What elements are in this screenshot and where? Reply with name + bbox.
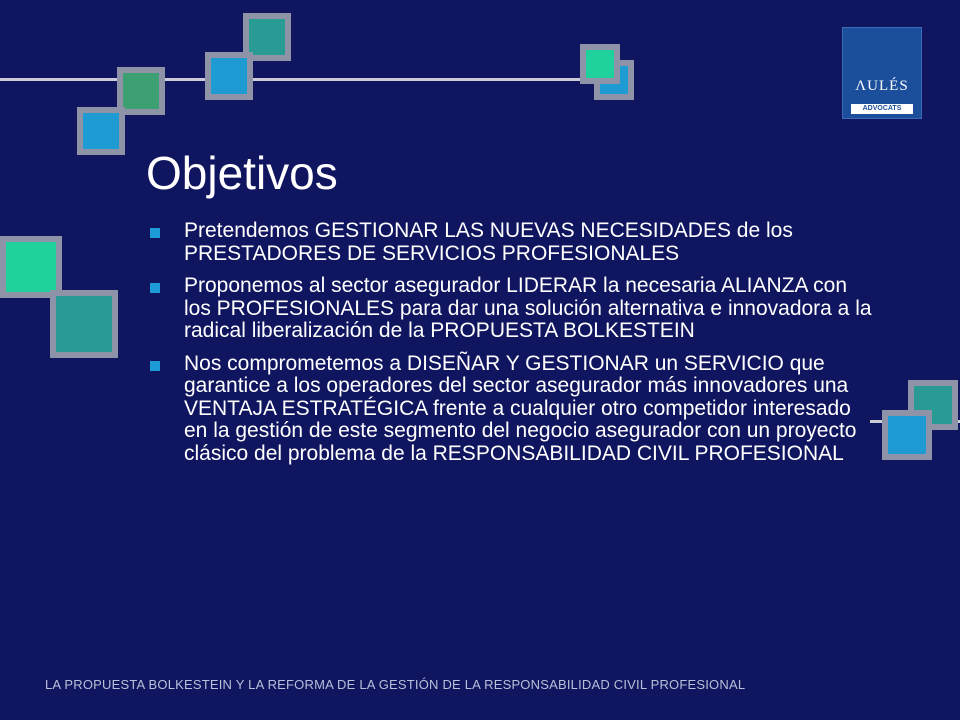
decorative-line-top <box>0 78 610 81</box>
logo-name: ΛULÉS <box>855 78 909 94</box>
decorative-square <box>50 290 118 358</box>
bullet-list <box>148 220 878 475</box>
footer-text: LA PROPUESTA BOLKESTEIN Y LA REFORMA DE LA GESTIÓN DE LA RESPONSABILIDAD CIVIL PROFESIONAL <box>45 677 746 692</box>
logo-subtitle: ADVOCATS <box>851 104 913 114</box>
decorative-square <box>580 44 620 84</box>
bullet-item <box>148 220 878 265</box>
square-bullet-icon <box>150 283 160 293</box>
aules-advocats-logo <box>842 27 922 119</box>
bullet-text: Nos comprometemos a DISEÑAR Y GESTIONAR un SERVICIO que garantice a los operadores del sector asegurador más innovadores una VENTAJA ESTRATÉGICA frente a cualquier otro competidor interesado en la gestión de este segmento del negocio asegurador con un proyecto clásico del problema de la RESPONSABILIDAD CIVIL PROFESIONAL <box>184 351 857 465</box>
square-bullet-icon <box>150 228 160 238</box>
bullet-text: Proponemos al sector asegurador LIDERAR la necesaria ALIANZA con los PROFESIONALES para dar una solución alternativa e innovadora a la radical liberalización de la PROPUESTA BOLKESTEIN <box>184 274 872 342</box>
bullet-item <box>148 275 878 343</box>
square-bullet-icon <box>150 361 160 371</box>
decorative-square <box>0 236 62 298</box>
decorative-square <box>882 410 932 460</box>
bullet-text: Pretendemos GESTIONAR LAS NUEVAS NECESIDADES de los PRESTADORES DE SERVICIOS PROFESIONALES <box>184 219 793 265</box>
slide-title: Objetivos <box>146 147 338 199</box>
decorative-square <box>205 52 253 100</box>
decorative-square <box>77 107 125 155</box>
bullet-item <box>148 353 878 466</box>
